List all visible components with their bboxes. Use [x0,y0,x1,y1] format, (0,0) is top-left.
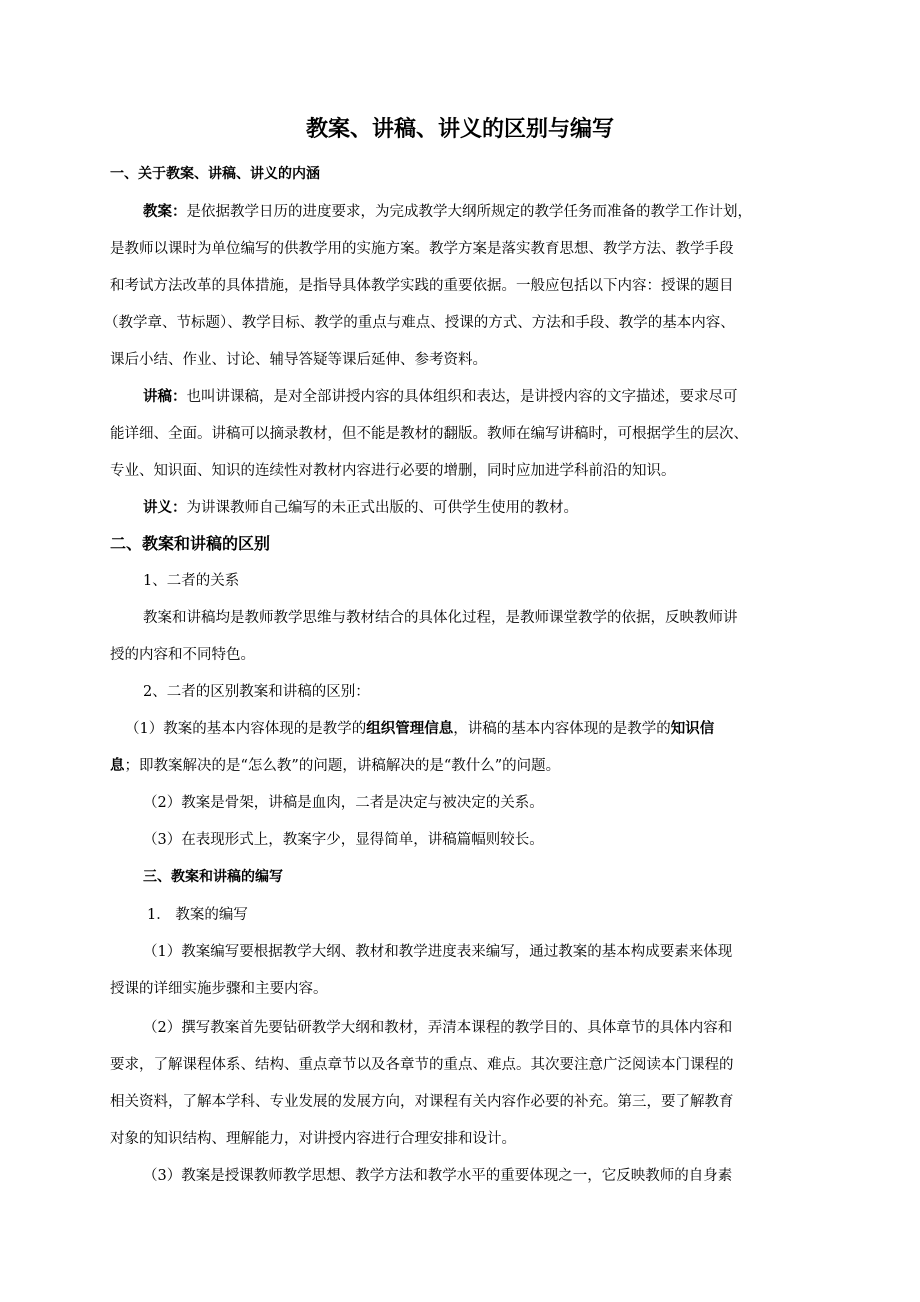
section-3-subheading-1: 1． 教案的编写 [147,907,248,923]
section-2-item-1-line-2 [110,754,830,775]
term-jiaoan: 教案： [143,204,187,220]
paragraph-jiaoan-line-5: 课后小结、作业、讨论、辅导答疑等课后延伸、参考资料。 [110,352,487,368]
section-2-item-1-line-1 [125,717,833,738]
bold-knowledge-info-end: 息 [110,758,125,774]
section-2-subheading-1: 1、二者的关系 [143,573,240,589]
paragraph-jiangyi-line-1 [143,496,833,517]
paragraph-jiaoan-line-1 [143,200,833,221]
section-2-item-2: （2）教案是骨架，讲稿是血肉，二者是决定与被决定的关系。 [143,795,544,811]
text-span: 为讲课教师自己编写的未正式出版的、可供学生使用的教材。 [186,500,578,516]
text-span: 也叫讲课稿，是对全部讲授内容的具体组织和表达，是讲授内容的文字描述，要求尽可 [186,389,738,405]
paragraph-jiaoan-line-2: 是教师以课时为单位编写的供教学用的实施方案。教学方案是落实教育思想、教学方法、教学手段 [110,241,734,257]
bold-org-info: 组织管理信息 [366,721,454,737]
bold-knowledge-info: 知识信 [670,721,715,737]
section-3-p3-line-1: （3）教案是授课教师教学思想、教学方法和教学水平的重要体现之一，它反映教师的自身素 [143,1168,733,1184]
section-1-heading: 一、关于教案、讲稿、讲义的内涵 [110,166,320,182]
text-span: ；即教案解决的是“怎么教”的问题，讲稿解决的是“教什么”的问题。 [124,758,561,774]
paragraph-jiaoan-line-3: 和考试方法改革的具体措施，是指导具体教学实践的重要依据。一般应包括以下内容：授课的题目 [110,278,734,294]
section-3-p1-line-1: （1）教案编写要根据教学大纲、教材和教学进度表来编写，通过教案的基本构成要素来体现 [143,944,733,960]
section-3-p2-line-3: 相关资料，了解本学科、专业发展的发展方向，对课程有关内容作必要的补充。第三，要了解教育 [110,1094,734,1110]
section-2-item-3: （3）在表现形式上，教案字少，显得简单，讲稿篇幅则较长。 [143,832,544,848]
section-3-heading: 三、教案和讲稿的编写 [143,869,283,885]
section-3-p2-line-4: 对象的知识结构、理解能力，对讲授内容进行合理安排和设计。 [110,1131,516,1147]
term-jianggao: 讲稿： [143,389,187,405]
term-jiangyi: 讲义： [143,500,187,516]
section-3-p2-line-2: 要求，了解课程体系、结构、重点章节以及各章节的重点、难点。其次要注意广泛阅读本门课程的 [110,1057,734,1073]
text-span: 是依据教学日历的进度要求，为完成教学大纲所规定的教学任务而准备的教学工作计划， [186,204,752,220]
paragraph-jiaoan-line-4: （教学章、节标题）、教学目标、教学的重点与难点、授课的方式、方法和手段、教学的基本内容、 [104,315,735,331]
section-3-p1-line-2: 授课的详细实施步骤和主要内容。 [110,981,328,997]
section-2-subheading-2: 2、二者的区别教案和讲稿的区别： [143,684,370,700]
paragraph-jianggao-line-2: 能详细、全面。讲稿可以摘录教材，但不能是教材的翻版。教师在编写讲稿时，可根据学生的层次、 [110,426,748,442]
section-2-paragraph-line-1: 教案和讲稿均是教师教学思维与教材结合的具体化过程，是教师课堂教学的依据，反映教师讲 [143,610,738,626]
section-3-p2-line-1: （2）撰写教案首先要钻研教学大纲和教材，弄清本课程的教学目的、具体章节的具体内容和 [143,1020,733,1036]
text-span: （1）教案的基本内容体现的是教学的 [125,721,367,737]
section-2-heading: 二、教案和讲稿的区别 [110,534,271,553]
paragraph-jianggao-line-1 [143,385,833,406]
section-2-paragraph-line-2: 授的内容和不同特色。 [110,647,255,663]
text-span: ，讲稿的基本内容体现的是教学的 [453,721,671,737]
paragraph-jianggao-line-3: 专业、知识面、知识的连续性对教材内容进行必要的增删，同时应加进学科前沿的知识。 [110,463,676,479]
document-title: 教案、讲稿、讲义的区别与编写 [305,117,614,142]
